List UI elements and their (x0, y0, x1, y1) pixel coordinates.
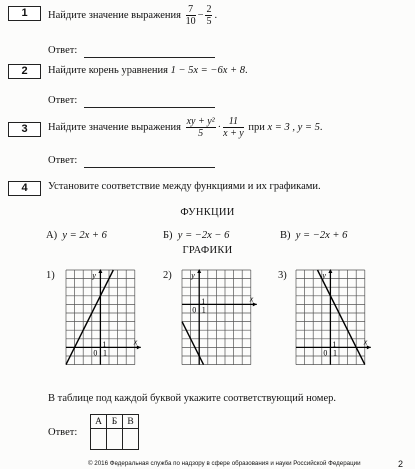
answer-cell-v[interactable] (123, 429, 139, 450)
answer-label-1: Ответ: (48, 45, 78, 56)
function-letter: В) (280, 230, 291, 241)
task-number-2: 2 (8, 64, 41, 79)
answer-label-3: Ответ: (48, 155, 78, 166)
graph-2 (180, 268, 263, 367)
table-header-v: В (123, 415, 139, 429)
graphs-title: ГРАФИКИ (182, 245, 233, 256)
fraction-numerator: 11 (223, 116, 244, 128)
graph-label-3: 3) (278, 270, 287, 281)
fraction-numerator: 7 (186, 4, 196, 16)
fraction-2 (223, 116, 244, 139)
function-b (163, 230, 229, 241)
function-formula: y = 2x + 6 (62, 230, 107, 241)
functions-title: ФУНКЦИИ (180, 207, 235, 218)
origin-label: 0 (192, 305, 197, 315)
fraction-1 (186, 4, 196, 27)
y-unit-label: 1 (102, 339, 107, 349)
answer-label-2: Ответ: (48, 95, 78, 106)
graph-label-1: 1) (46, 270, 55, 281)
function-formula: y = −2x + 6 (295, 230, 348, 241)
condition: x = 3 , y = 5 (267, 121, 320, 133)
x-axis-label: x (133, 337, 138, 347)
fraction-denominator: 5 (206, 16, 212, 27)
y-unit-label: 1 (201, 296, 206, 306)
graph-1 (64, 268, 147, 367)
y-axis-arrow (197, 269, 201, 273)
y-axis-arrow (328, 269, 332, 273)
task2-equation: 1 − 5x = −6x + 8 (170, 65, 245, 76)
fraction-2 (205, 4, 212, 27)
x-unit-label: 1 (103, 348, 107, 358)
answer-table (90, 414, 139, 450)
answer-cell-a[interactable] (91, 429, 107, 450)
footer-copyright: © 2016 Федеральная служба по надзору в сфере образования и науки Российской Федерации (88, 460, 361, 467)
x-unit-label: 1 (333, 348, 337, 358)
minus-sign: − (197, 9, 204, 21)
task1-prefix: Найдите значение выражения (48, 9, 181, 21)
y-unit-label: 1 (332, 339, 337, 349)
answer-field-3[interactable] (84, 167, 215, 168)
table-header-b: Б (107, 415, 123, 429)
task-number-1: 1 (8, 6, 41, 21)
x-axis-label: x (249, 294, 254, 304)
function-formula: y = −2x − 6 (177, 230, 230, 241)
task3-prefix: Найдите значение выражения (48, 121, 181, 133)
task4-question: Установите соответствие между функциями и их графиками. (48, 181, 321, 192)
y-axis-arrow (98, 269, 102, 273)
answer-field-1[interactable] (84, 57, 215, 58)
task-number-4: 4 (8, 181, 41, 196)
task2-question (48, 65, 248, 76)
x-axis-arrow (367, 345, 371, 349)
table-header-a: А (91, 415, 107, 429)
period: . (214, 9, 218, 21)
y-axis-label: y (191, 271, 195, 280)
x-axis-arrow (253, 302, 257, 306)
fraction-denominator: 5 (198, 128, 204, 139)
fraction-denominator: x + y (223, 128, 244, 139)
condition-prefix: при (248, 121, 265, 133)
origin-label: 0 (93, 348, 98, 358)
function-v (280, 230, 347, 241)
function-a (46, 230, 107, 241)
task-number-3: 3 (8, 122, 41, 137)
x-unit-label: 1 (201, 305, 206, 315)
task3-question (48, 116, 323, 139)
function-letter: А) (46, 230, 58, 241)
page-number: 2 (398, 459, 404, 469)
task2-prefix: Найдите корень уравнения (48, 65, 168, 76)
table-instruction: В таблице под каждой буквой укажите соответствующий номер. (48, 393, 336, 404)
x-axis-arrow (137, 345, 141, 349)
period: . (319, 121, 323, 133)
origin-label: 0 (323, 348, 328, 358)
answer-cell-b[interactable] (107, 429, 123, 450)
graph-label-2: 2) (163, 270, 172, 281)
task1-question (48, 4, 217, 27)
answer-label-4: Ответ: (48, 427, 78, 438)
fraction-1 (186, 116, 216, 139)
y-axis-label: y (322, 271, 326, 280)
function-line (182, 322, 204, 365)
function-letter: Б) (163, 230, 173, 241)
period: . (244, 65, 248, 76)
fraction-numerator: xy + y² (186, 116, 215, 127)
fraction-numerator: 2 (206, 4, 212, 15)
graph-3 (294, 268, 377, 367)
y-axis-label: y (92, 271, 96, 280)
fraction-denominator: 10 (185, 16, 196, 27)
x-axis-label: x (363, 337, 368, 347)
multiply-sign: · (217, 121, 222, 133)
answer-field-2[interactable] (84, 107, 215, 108)
